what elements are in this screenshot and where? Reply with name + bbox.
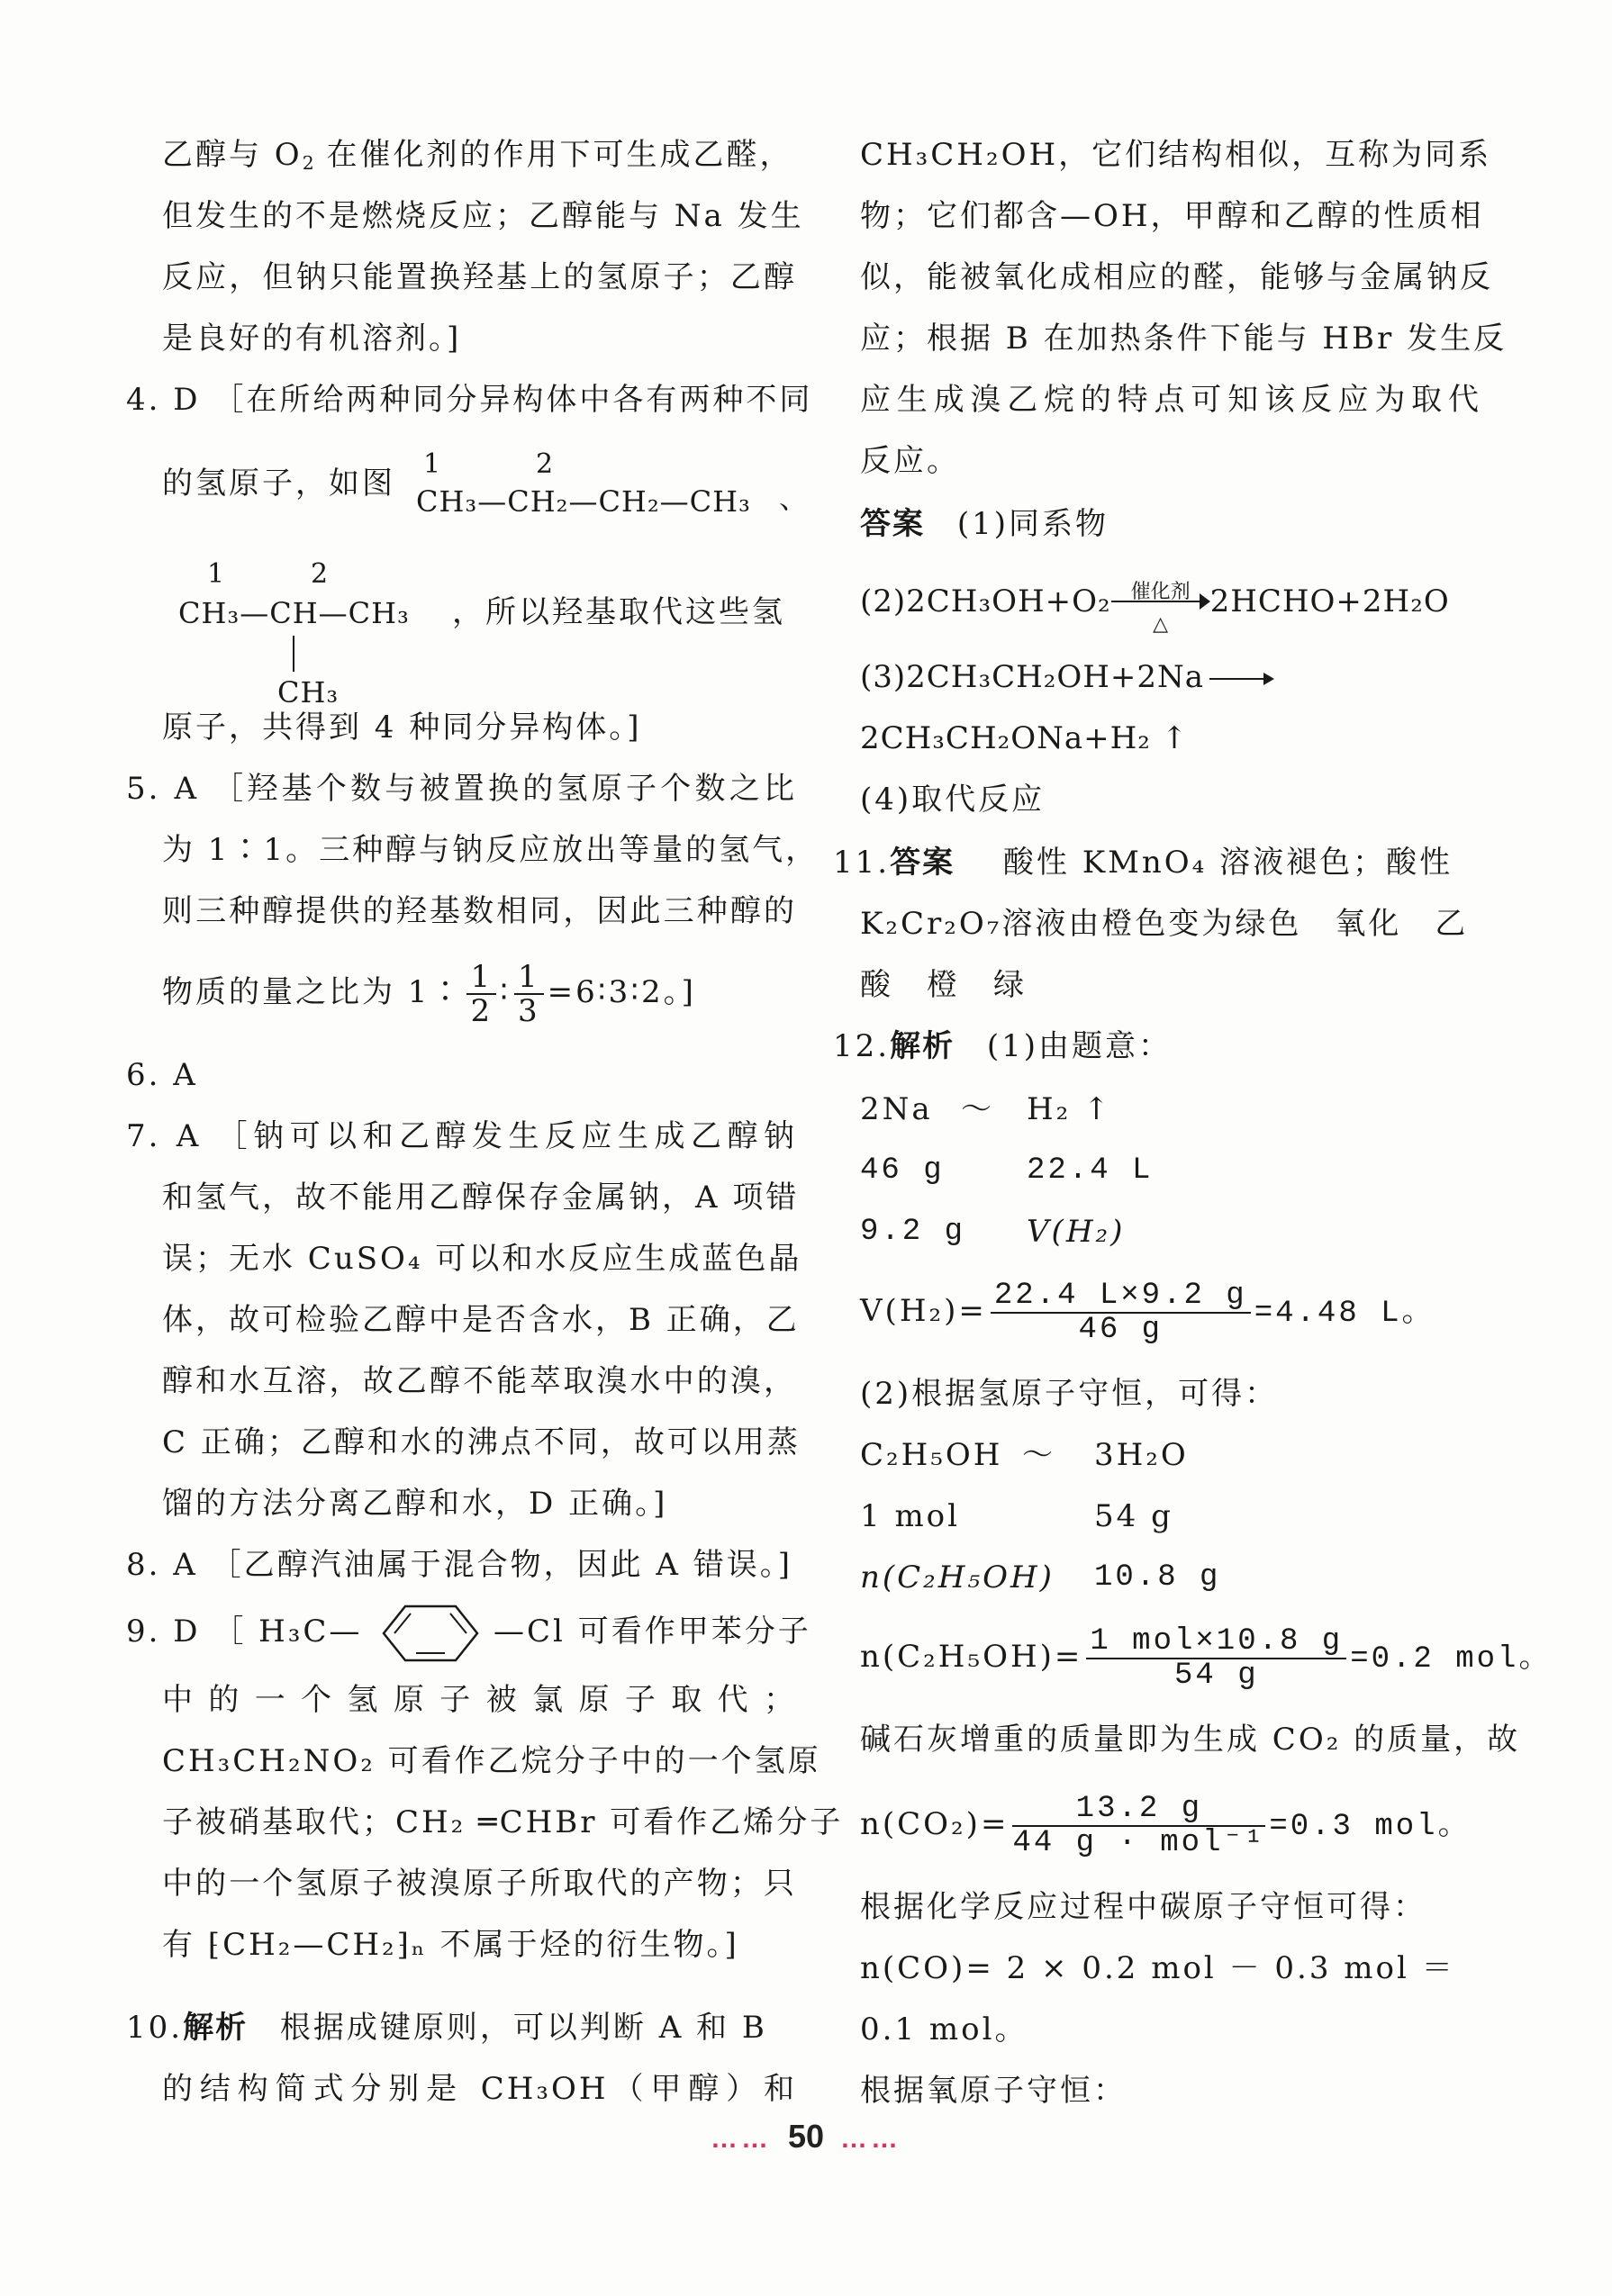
question-5-line-1: 5. A ［羟基个数与被置换的氢原子个数之比 [126, 771, 797, 807]
q12-table-row-5a: 1 mol [860, 1498, 961, 1534]
fraction-one-half: $\frac{1}{2}$ [466, 961, 496, 1027]
question-7-line-7: 馏的方法分离乙醇和水，D 正确。] [162, 1486, 668, 1522]
answer-4: (4)取代反应 [860, 782, 1046, 818]
struct1-position-1: 1 [423, 448, 441, 480]
question-10-right-line-1: CH₃CH₂OH，它们结构相似，互称为同系 [860, 137, 1492, 173]
question-12-heading: 12.解析 (1)由题意： [833, 1028, 1173, 1064]
q12-table-row-2c: 22.4 L [1027, 1153, 1154, 1188]
answer-3-equation-line-2: 2CH₃CH₂ONa+H₂ ↑ [860, 720, 1189, 756]
q12-fraction-1: $\frac{22.4 L\times 9.2 g}{46 g}$ [991, 1279, 1251, 1346]
question-9-cl: —Cl 可看作甲苯分子 [494, 1614, 811, 1650]
question-10-right-line-5: 应生成溴乙烷的特点可知该反应为取代 [860, 382, 1481, 418]
q12-equation-3: n(CO₂)= $\frac{13.2 g}{\text{44 g · mol⁻¹}}$ =0.3 mol。 [860, 1792, 1472, 1860]
question-7-line-4: 体，故可检验乙醇中是否含水，B 正确，乙 [162, 1302, 800, 1338]
q12-equation-1: V(H₂)= $\frac{22.4 L\times 9.2 g}{46 g}$ =4.48 L。 [860, 1279, 1435, 1347]
answer-3-line-4: 是良好的有机溶剂。] [162, 321, 462, 357]
question-4-line-4: 原子，共得到 4 种同分异构体。] [162, 710, 642, 746]
answer-keyword: 答案 [860, 506, 925, 542]
q12-fraction-2: $\frac{\text{1 mol×10.8 g}}{54 g}$ [1086, 1625, 1346, 1692]
struct2-position-2: 2 [311, 558, 329, 590]
q12-table-row-3a: 9.2 g [860, 1215, 966, 1249]
butane-structure: CH₃—CH₂—CH₂—CH₃ [416, 484, 751, 519]
struct2-position-1: 1 [207, 558, 225, 590]
question-10-right-line-4: 应；根据 B 在加热条件下能与 HBr 发生反 [860, 321, 1508, 357]
q12-table-row-1b: ～ [961, 1091, 994, 1127]
isobutane-branch: CH₃ [277, 675, 340, 710]
question-9-line-1: 9. D ［ H₃C— [126, 1614, 363, 1650]
question-7-line-2: 和氢气，故不能用乙醇保存金属钠，A 项错 [162, 1180, 800, 1216]
question-7-line-6: C 正确；乙醇和水的沸点不同，故可以用蒸 [162, 1424, 801, 1460]
question-11-line-2: K₂Cr₂O₇溶液由橙色变为绿色 氧化 乙 [860, 906, 1469, 942]
question-11-line-3: 酸 橙 绿 [860, 967, 1027, 1003]
question-5-line-3: 则三种醇提供的羟基数相同，因此三种醇的 [162, 893, 797, 929]
question-6: 6. A [126, 1057, 198, 1093]
answer-2-equation: (2)2CH₃OH+O₂ 催化剂 △ 2HCHO+2H₂O [860, 581, 1450, 636]
q12-line-5: n(CO)= 2 × 0.2 mol － 0.3 mol ＝ [860, 1950, 1455, 1986]
q12-fraction-3: $\frac{13.2 g}{\text{44 g · mol⁻¹}}$ [1012, 1792, 1266, 1860]
isobutane-structure: CH₃—CH—CH₃ [178, 596, 410, 630]
q12-table-row-3c: V(H₂) [1027, 1214, 1126, 1250]
q12-table-row-6c: 10.8 g [1094, 1560, 1221, 1595]
q12-table-row-6a: n(C₂H₅OH) [860, 1559, 1055, 1595]
q12-equation-2: n(C₂H₅OH)= $\frac{\text{1 mol×10.8 g}}{54 g}$ =0.2 mol。 [860, 1624, 1553, 1693]
question-7-line-1: 7. A ［钠可以和乙醇发生反应生成乙醇钠 [126, 1118, 797, 1154]
answer-heading: 答案 (1)同系物 [860, 506, 1109, 542]
q12-table-row-4a: C₂H₅OH [860, 1437, 1003, 1473]
question-11-line-1: 11.答案 酸性 KMnO₄ 溶液褪色；酸性 [833, 845, 1454, 881]
question-9-line-2: 中的一个氢原子被氯原子取代； [162, 1682, 797, 1718]
branch-bond [293, 636, 294, 672]
q12-line-3: 碱石灰增重的质量即为生成 CO₂ 的质量，故 [860, 1722, 1521, 1758]
footer-dots-left: …… [710, 2124, 772, 2154]
question-7-line-3: 误；无水 CuSO₄ 可以和水反应生成蓝色晶 [162, 1241, 802, 1277]
question-10-right-line-6: 反应。 [860, 443, 960, 479]
catalyst-arrow-icon: 催化剂 △ [1111, 582, 1210, 621]
reaction-arrow-icon [1209, 678, 1272, 680]
q12-table-row-2a: 46 g [860, 1153, 945, 1188]
question-9-line-5: 中的一个氢原子被溴原子所取代的产物；只 [162, 1866, 797, 1902]
footer-dots-right: …… [840, 2124, 902, 2154]
question-10-right-line-2: 物；它们都含—OH，甲醇和乙醇的性质相 [860, 198, 1484, 234]
question-8: 8. A ［乙醇汽油属于混合物，因此 A 错误。] [126, 1547, 793, 1583]
struct1-position-2: 2 [536, 448, 554, 480]
q12-table-row-1c: H₂ ↑ [1027, 1091, 1112, 1127]
question-9-line-3: CH₃CH₂NO₂ 可看作乙烷分子中的一个氢原 [162, 1743, 821, 1779]
question-4-line-1: 4. D ［在所给两种同分异构体中各有两种不同 [126, 382, 813, 418]
answer-3-equation-line-1: (3)2CH₃CH₂OH+2Na [860, 657, 1278, 697]
question-4-line-2: 的氢原子，如图 [162, 466, 395, 502]
page-number: 50 [787, 2118, 825, 2155]
answer-3-line-1: 乙醇与 $O_2$ 在催化剂的作用下可生成乙醛， [162, 137, 793, 175]
q12-analysis-keyword: 解析 [890, 1028, 955, 1064]
question-5-line-4: 物质的量之比为 1∶ $\frac{1}{2}$ ∶ $\frac{1}{3}$ =6∶3∶2。] [162, 959, 696, 1029]
q12-table-row-5c: 54 g [1094, 1498, 1173, 1534]
q12-table-row-1a: 2Na [860, 1091, 933, 1127]
q12-table-row-4c: 3H₂O [1094, 1437, 1189, 1473]
q12-line-6: 0.1 mol。 [860, 2011, 1028, 2047]
question-4-line-3: ，所以羟基取代这些氢 [452, 594, 785, 630]
benzene-ring-icon [367, 1601, 494, 1666]
question-9-line-6: 有 ⁅CH₂—CH₂⁆ₙ 不属于烃的衍生物。] [162, 1927, 739, 1963]
q12-line-7: 根据氧原子守恒： [860, 2073, 1127, 2109]
fraction-one-third: $\frac{1}{3}$ [514, 961, 544, 1027]
q12-line-4: 根据化学反应过程中碳原子守恒可得： [860, 1889, 1426, 1925]
question-9-line-4: 子被硝基取代；CH₂ ═CHBr 可看作乙烯分子 [162, 1804, 844, 1840]
q12-table-row-4b: ～ [1022, 1437, 1055, 1473]
question-10-line-1: 10.解析 根据成键原则，可以判断 A 和 B [126, 2010, 767, 2046]
answer-3-line-3: 反应，但钠只能置换羟基上的氢原子；乙醇 [162, 259, 797, 295]
page-footer [0, 2118, 1612, 2156]
answer-3-line-2: 但发生的不是燃烧反应；乙醇能与 Na 发生 [162, 198, 804, 234]
question-10-right-line-3: 似，能被氧化成相应的醛，能够与金属钠反 [860, 259, 1493, 295]
question-5-line-2: 为 1∶1。三种醇与钠反应放出等量的氢气， [162, 832, 820, 868]
question-7-line-5: 醇和水互溶，故乙醇不能萃取溴水中的溴， [162, 1363, 797, 1399]
analysis-keyword: 解析 [183, 2010, 249, 2046]
structure-separator: 、 [779, 481, 810, 515]
q12-line-2: (2)根据氢原子守恒，可得： [860, 1376, 1279, 1412]
question-10-line-2: 的结构简式分别是 CH₃OH（甲醇）和 [162, 2071, 797, 2107]
q11-answer-keyword: 答案 [890, 845, 955, 881]
